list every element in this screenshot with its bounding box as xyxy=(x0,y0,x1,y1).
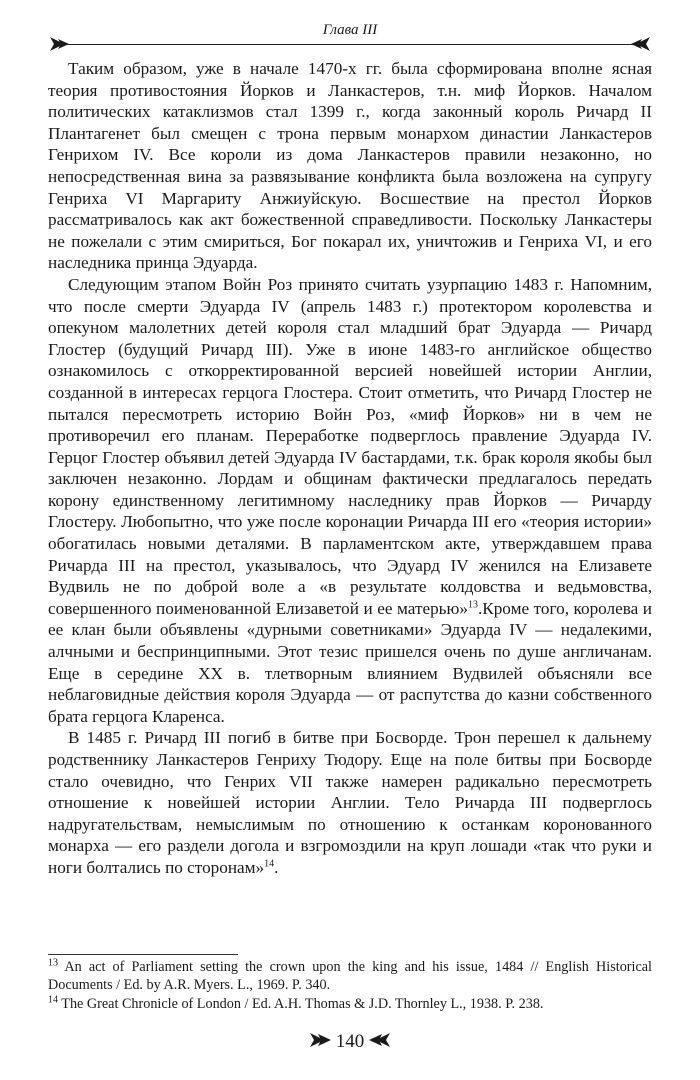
ornament-arrow-left-icon xyxy=(630,34,652,59)
footnote-text: An act of Parliament setting the crown upon the king and his issue, 1484 // English Historical Documents / Ed. by A.R. Myers. L., 1969. P. 340. xyxy=(48,959,652,993)
paragraph-2 xyxy=(48,274,652,727)
paragraph-1 xyxy=(48,58,652,274)
ornament-arrow-left-icon xyxy=(368,1030,392,1055)
main-text xyxy=(48,58,652,879)
paragraph-3 xyxy=(48,727,652,878)
paragraph-text: .Кроме того, королева и ее клан были объявлены «дурными советниками» Эдуарда IV — недалекими, алчными и беспринципными. Этот тезис пришелся очень по душе англичанам. Еще в середине XX в. тлетворным влиянием Вудвилей объясняли все неблаговидные действия короля Эдуарда — от распутства до казни собственного брата герцога Кларенса. xyxy=(48,598,652,726)
footnote-text: The Great Chronicle of London / Ed. A.H. Thomas & J.D. Thornley L., 1938. P. 238. xyxy=(58,996,544,1012)
footnote-14 xyxy=(48,995,652,1013)
footnote-number: 13 xyxy=(48,957,58,969)
running-header xyxy=(48,20,652,56)
footnote-ref-14[interactable]: 14 xyxy=(264,858,275,870)
footnote-13 xyxy=(48,958,652,994)
paragraph-text: Таким образом, уже в начале 1470-х гг. была сформирована вполне ясная теория противостояния Йорков и Ланкастеров, т.н. миф Йорков. Началом политических катаклизмов стал 1399 г., когда законный король Ричард II Плантагенет был смещен с трона первым монархом династии Ланкастеров Генрихом IV. Все короли из дома Ланкастеров правили незаконно, но непосредственная вина за развязывание конфликта была возложена на супругу Генриха VI Маргариту Анжиуйскую. Восшествие на престол Йорков рассматривалось как акт божественной справедливости. Поскольку Ланкастеры не пожелали с этим смириться, Бог покарал их, уничтожив и Генриха VI, и его наследника принца Эдуарда. xyxy=(48,59,652,273)
footnote-separator xyxy=(48,954,238,955)
footnote-ref-13[interactable]: 13 xyxy=(467,599,478,611)
header-rule xyxy=(62,44,638,45)
chapter-title: Глава III xyxy=(322,22,378,38)
page-number: 140 xyxy=(335,1031,365,1052)
ornament-arrow-right-icon xyxy=(308,1030,332,1055)
footnotes xyxy=(48,958,652,1014)
page-folio xyxy=(0,1028,700,1056)
paragraph-text: . xyxy=(274,857,279,877)
paragraph-text: В 1485 г. Ричард III погиб в битве при Босворде. Трон перешел к дальнему родственнику Ланкастеров Генриху Тюдору. Еще на поле битвы при Босворде стало очевидно, что Генрих VII также намерен радикально пересмотреть отношение к новейшей истории Англии. Тело Ричарда III подверглось надругательствам, немыслимым по отношению к останкам коронованного монарха — его раздели догола и взгромоздили на круп лошади «так что руки и ноги болтались по сторонам» xyxy=(48,728,652,877)
paragraph-text: Следующим этапом Войн Роз принято считать узурпацию 1483 г. Напомним, что после смерти Эдуарда IV (апрель 1483 г.) протектором королевства и опекуном малолетних детей короля стал младший брат Эдуарда — Ричард Глостер (будущий Ричард III). Уже в июне 1483-го английское общество ознакомилось с откорректированной версией новейшей истории Англии, созданной в интересах герцога Глостера. Стоит отметить, что Ричард Глостер не пытался пересмотреть историю Войн Роз, «миф Йорков» ни в чем не противоречил его планам. Переработке подверглось правление Эдуарда IV. Герцог Глостер объявил детей Эдуарда IV бастардами, т.к. брак короля якобы был заключен незаконно. Лордам и общинам фактически предлагалось передать корону единственному легитимному наследнику прав Йорков — Ричарду Глостеру. Любопытно, что уже после коронации Ричарда III его «теория истории» обогатилась новыми деталями. В парламентском акте, утверждавшем права Ричарда III на престол, указывалось, что Эдуард IV женился на Елизавете Вудвиль не по доброй воле а «в результате колдовства и ведьмовства, совершенного поименованной Елизаветой и ее матерью» xyxy=(48,274,652,618)
footnote-number: 14 xyxy=(48,994,58,1006)
